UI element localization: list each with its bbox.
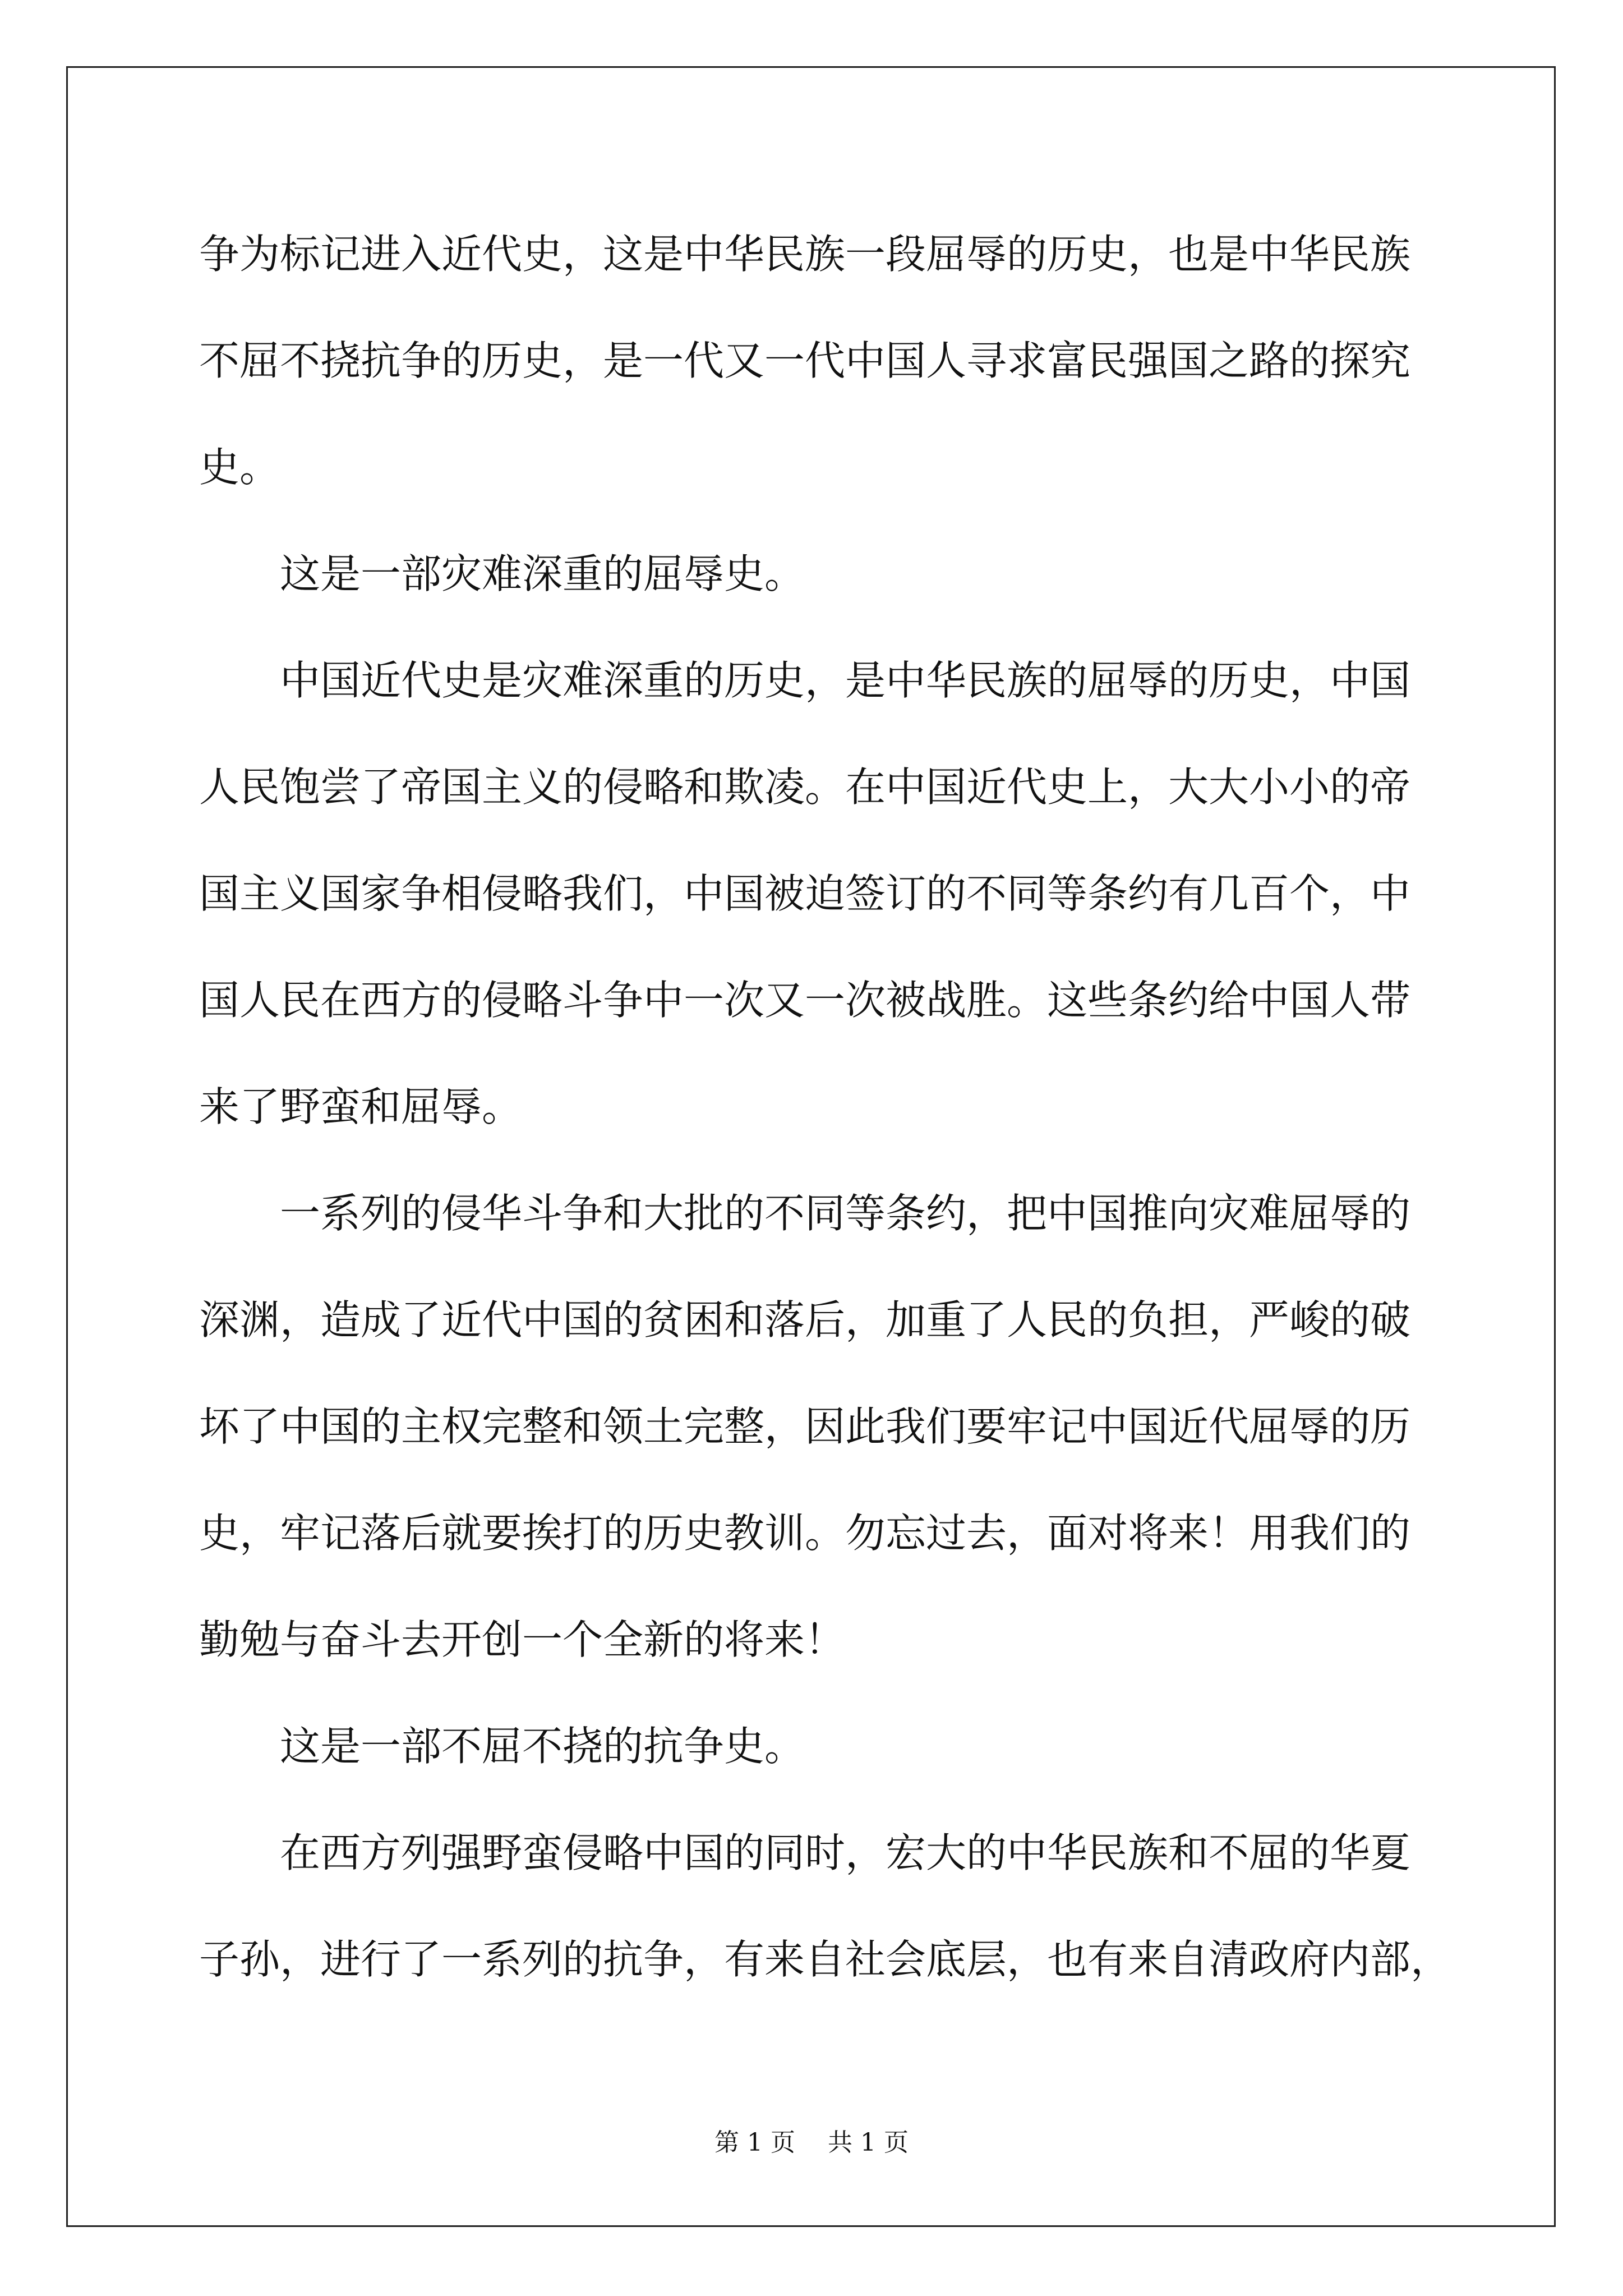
page-footer: 第 1 页 共 1 页 [714,2128,909,2157]
section-heading: 这是一部灾难深重的屈辱史。 [199,550,805,597]
text-line: 坏了中国的主权完整和领土完整，因此我们要牢记中国近代屈辱的历 [199,1403,1411,1450]
text-line: 史。 [199,444,280,491]
text-line: 史，牢记落后就要挨打的历史教训。勿忘过去，面对将来！用我们的 [199,1510,1411,1557]
text-line: 国主义国家争相侵略我们，中国被迫签订的不同等条约有几百个，中 [199,870,1411,917]
text-line: 国人民在西方的侵略斗争中一次又一次被战胜。这些条约给中国人带 [199,977,1411,1024]
text-line: 勤勉与奋斗去开创一个全新的将来！ [199,1616,846,1663]
text-line: 争为标记进入近代史，这是中华民族一段屈辱的历史，也是中华民族 [199,231,1411,278]
text-line: 一系列的侵华斗争和大批的不同等条约，把中国推向灾难屈辱的 [199,1190,1411,1237]
page-border [66,66,1556,2227]
text-line: 在西方列强野蛮侵略中国的同时，宏大的中华民族和不屈的华夏 [199,1829,1411,1876]
text-line: 人民饱尝了帝国主义的侵略和欺凌。在中国近代史上，大大小小的帝 [199,763,1411,811]
text-line: 中国近代史是灾难深重的历史，是中华民族的屈辱的历史，中国 [199,657,1411,704]
text-line: 深渊，造成了近代中国的贫困和落后，加重了人民的负担，严峻的破 [199,1296,1411,1343]
section-heading: 这是一部不屈不挠的抗争史。 [199,1723,805,1770]
text-line: 来了野蛮和屈辱。 [199,1083,523,1130]
text-line: 子孙，进行了一系列的抗争，有来自社会底层，也有来自清政府内部， [199,1936,1451,1983]
text-line: 不屈不挠抗争的历史，是一代又一代中国人寻求富民强国之路的探究 [199,337,1411,384]
